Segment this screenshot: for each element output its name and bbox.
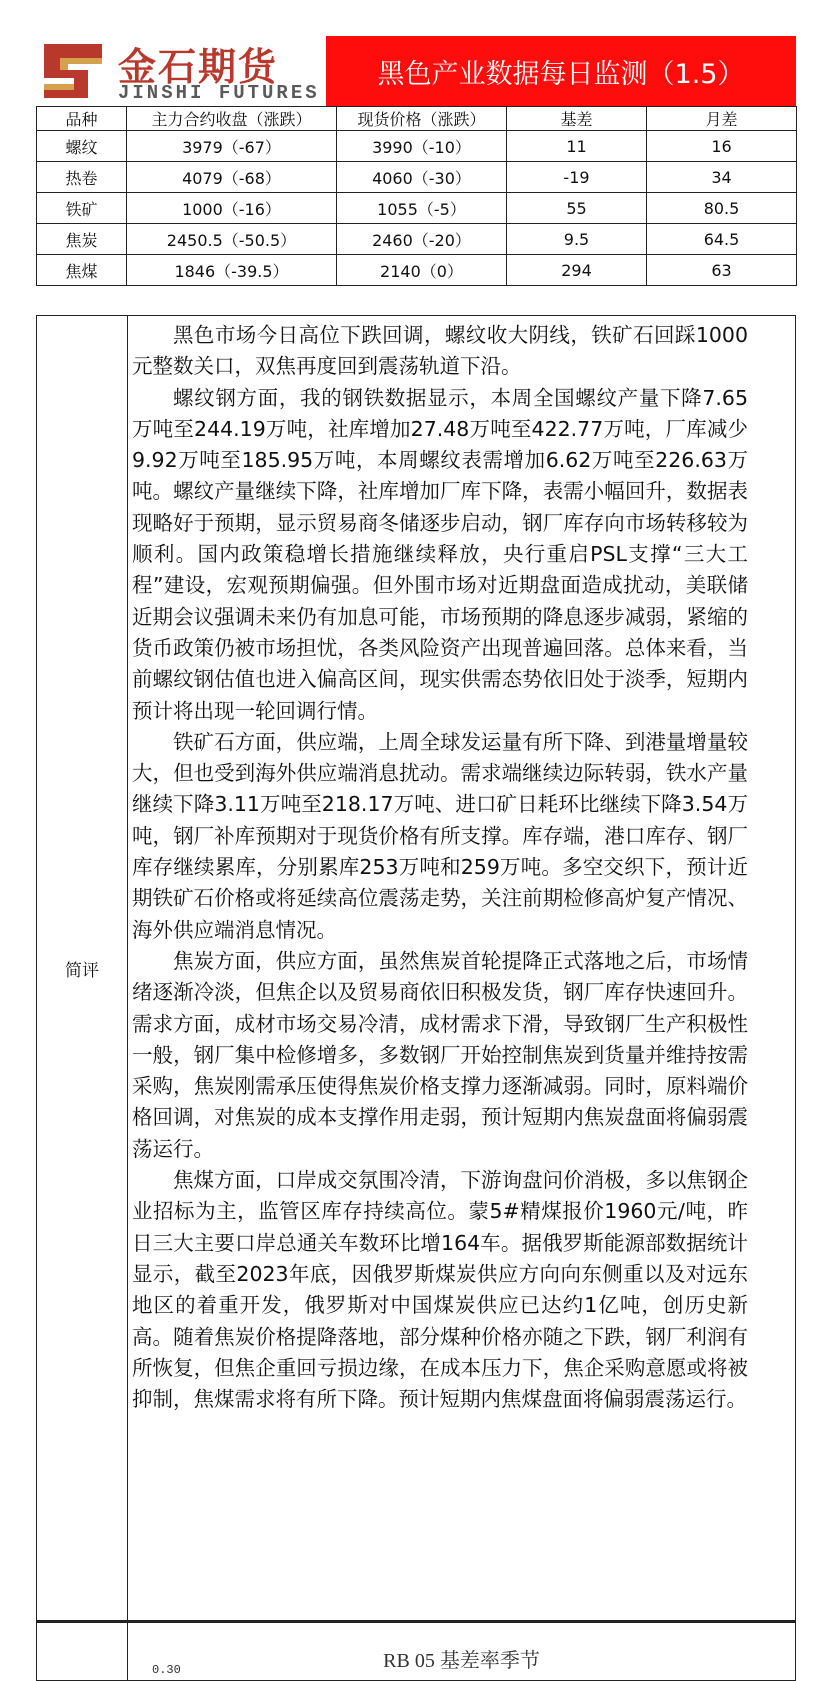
table-cell: 1055（-5） xyxy=(337,193,507,224)
table-cell: -19 xyxy=(507,162,647,193)
column-header: 现货价格（涨跌） xyxy=(337,107,507,131)
chart-label-cell xyxy=(37,1623,128,1680)
price-table xyxy=(36,106,797,286)
column-header: 品种 xyxy=(37,107,127,131)
report-page xyxy=(36,36,796,1680)
column-header: 主力合约收盘（涨跌） xyxy=(127,107,337,131)
column-header: 基差 xyxy=(507,107,647,131)
commentary-paragraph: 焦煤方面，口岸成交氛围冷清，下游询盘问价消极，多以焦钢企业招标为主，监管区库存持续高位。蒙5#精煤报价1960元/吨，昨日三大主要口岸总通关车数环比增164车。据俄罗斯能源部数据统计显示，截至2023年底，因俄罗斯煤炭供应方向向东侧重以及对远东地区的着重开发，俄罗斯对中国煤炭供应已达约1亿吨，创历史新高。随着焦炭价格提降落地，部分煤种价格亦随之下跌，钢厂利润有所恢复，但焦企重回亏损边缘，在成本压力下，焦企采购意愿或将被抑制，焦煤需求将有所下降。预计短期内焦煤盘面将偏弱震荡运行。 xyxy=(132,1168,748,1412)
commentary-paragraph: 焦炭方面，供应方面，虽然焦炭首轮提降正式落地之后，市场情绪逐渐冷淡，但焦企以及贸易商依旧积极发货，钢厂库存快速回升。需求方面，成材市场交易冷清，成材需求下滑，导致钢厂生产积极性一般，钢厂集中检修增多，多数钢厂开始控制焦炭到货量并维持按需采购，焦炭刚需承压使得焦炭价格支撑力逐渐减弱。同时，原料端价格回调，对焦炭的成本支撑作用走弱，预计短期内焦炭盘面将偏弱震荡运行。 xyxy=(132,948,748,1161)
commentary-paragraph: 铁矿石方面，供应端，上周全球发运量有所下降、到港量增量较大，但也受到海外供应端消息扰动。需求端继续边际转弱，铁水产量继续下降3.11万吨至218.17万吨、进口矿日耗环比继续下降3.54万吨，钢厂补库预期对于现货价格有所支撑。库存端，港口库存、钢厂库存继续累库，分别累库253万吨和259万吨。多空交织下，预计近期铁矿石价格或将延续高位震荡走势，关注前期检修高炉复产情况、海外供应端消息情况。 xyxy=(132,729,748,942)
table-cell: 55 xyxy=(507,193,647,224)
logo-chinese-name: 金石期货 xyxy=(118,45,279,89)
company-logo xyxy=(36,36,326,106)
table-cell: 1846（-39.5） xyxy=(127,255,337,286)
table-cell: 64.5 xyxy=(647,224,797,255)
jinshi-logo-icon xyxy=(38,38,108,104)
report-title: 黑色产业数据每日监测（1.5） xyxy=(377,58,745,90)
commentary-label: 简评 xyxy=(37,316,128,1620)
table-cell: 16 xyxy=(647,131,797,162)
chart-y-tick: 0.30 xyxy=(152,1663,181,1677)
table-cell: 2460（-20） xyxy=(337,224,507,255)
table-cell: 4060（-30） xyxy=(337,162,507,193)
table-cell: 3979（-67） xyxy=(127,131,337,162)
table-cell: 铁矿 xyxy=(37,193,127,224)
table-cell: 63 xyxy=(647,255,797,286)
table-header-row xyxy=(37,107,797,131)
title-banner xyxy=(326,36,796,106)
basis-rate-chart xyxy=(36,1621,796,1681)
table-row xyxy=(37,131,797,162)
table-cell: 热卷 xyxy=(37,162,127,193)
table-cell: 4079（-68） xyxy=(127,162,337,193)
table-cell: 80.5 xyxy=(647,193,797,224)
table-cell: 2140（0） xyxy=(337,255,507,286)
report-header xyxy=(36,36,796,106)
table-cell: 11 xyxy=(507,131,647,162)
table-row xyxy=(37,224,797,255)
commentary-body xyxy=(132,320,748,1415)
table-cell: 3990（-10） xyxy=(337,131,507,162)
table-cell: 螺纹 xyxy=(37,131,127,162)
table-cell: 1000（-16） xyxy=(127,193,337,224)
table-row xyxy=(37,255,797,286)
commentary-section xyxy=(36,315,796,1621)
table-cell: 2450.5（-50.5） xyxy=(127,224,337,255)
logo-english-name: JINSHI FUTURES xyxy=(118,82,320,104)
table-cell: 焦炭 xyxy=(37,224,127,255)
table-cell: 34 xyxy=(647,162,797,193)
table-cell: 9.5 xyxy=(507,224,647,255)
commentary-paragraph: 黑色市场今日高位下跌回调，螺纹收大阴线，铁矿石回踩1000元整数关口，双焦再度回到震荡轨道下沿。 xyxy=(132,323,748,379)
column-header: 月差 xyxy=(647,107,797,131)
table-cell: 294 xyxy=(507,255,647,286)
chart-title: RB 05 基差率季节 xyxy=(383,1650,540,1672)
table-row xyxy=(37,193,797,224)
table-row xyxy=(37,162,797,193)
table-cell: 焦煤 xyxy=(37,255,127,286)
commentary-paragraph: 螺纹钢方面，我的钢铁数据显示，本周全国螺纹产量下降7.65万吨至244.19万吨，社库增加27.48万吨至422.77万吨，厂库减少9.92万吨至185.95万吨，本周螺纹表需增加6.62万吨至226.63万吨。螺纹产量继续下降，社库增加厂库下降，表需小幅回升，数据表现略好于预期，显示贸易商冬储逐步启动，钢厂库存向市场转移较为顺利。国内政策稳增长措施继续释放，央行重启PSL支撑“三大工程”建设，宏观预期偏强。但外围市场对近期盘面造成扰动，美联储近期会议强调未来仍有加息可能，市场预期的降息逐步减弱，紧缩的货币政策仍被市场担忧，各类风险资产出现普遍回落。总体来看，当前螺纹钢估值也进入偏高区间，现实供需态势依旧处于淡季，短期内预计将出现一轮回调行情。 xyxy=(132,385,748,723)
